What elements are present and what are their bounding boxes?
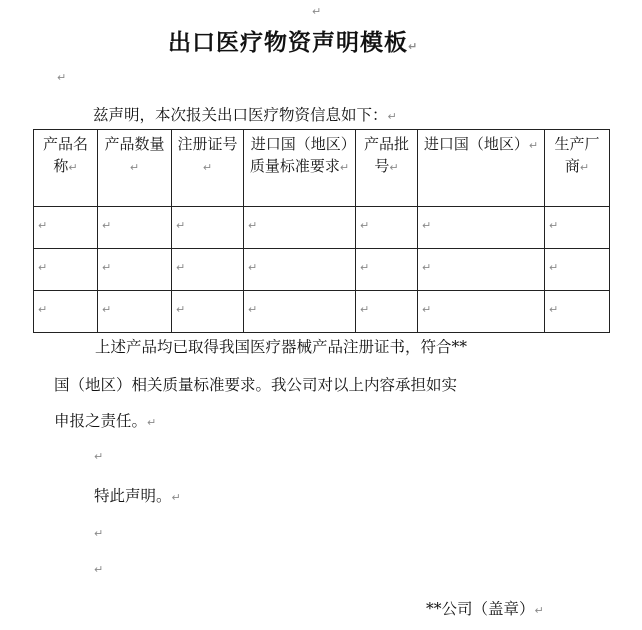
paragraph-mark: ↵ (339, 161, 350, 174)
paragraph-mark: ↵ (360, 219, 370, 232)
paragraph-mark: ↵ (38, 303, 48, 316)
declaration-table (33, 129, 610, 333)
table-row (34, 207, 610, 249)
table-cell (98, 291, 172, 333)
body-line-1: 上述产品均已取得我国医疗器械产品注册证书，符合** (95, 338, 468, 356)
paragraph-mark: ↵ (248, 219, 258, 232)
paragraph-mark: ↵ (129, 161, 140, 174)
header-cell (244, 130, 356, 207)
table-cell (98, 249, 172, 291)
paragraph-mark: ↵ (94, 527, 104, 540)
header-cell (34, 130, 98, 207)
closing-statement (94, 484, 181, 506)
paragraph-mark: ↵ (360, 303, 370, 316)
table-header-row (34, 130, 610, 207)
paragraph-mark: ↵ (102, 303, 112, 316)
table-cell (356, 249, 418, 291)
table-cell (172, 207, 244, 249)
table-cell (545, 207, 610, 249)
table-cell (244, 249, 356, 291)
table-cell (418, 291, 545, 333)
paragraph-mark: ↵ (549, 303, 559, 316)
paragraph-mark: ↵ (579, 161, 590, 174)
header-cell (545, 130, 610, 207)
document-title (168, 24, 418, 57)
header-label: 进口国（地区）质量标准要求 (249, 135, 349, 175)
paragraph-mark: ↵ (176, 219, 186, 232)
paragraph-mark: ↵ (534, 604, 544, 617)
header-label: 产品数量 (104, 135, 165, 153)
paragraph-mark: ↵ (94, 563, 104, 576)
table-row (34, 291, 610, 333)
paragraph-mark: ↵ (422, 261, 432, 274)
header-cell (418, 130, 545, 207)
table-cell (172, 249, 244, 291)
paragraph-mark: ↵ (102, 219, 112, 232)
body-line-3-text: 申报之责任。 (54, 412, 148, 430)
header-label: 注册证号 (177, 135, 238, 153)
table-cell (418, 249, 545, 291)
paragraph-mark: ↵ (360, 261, 370, 274)
table-cell (244, 291, 356, 333)
paragraph-mark: ↵ (408, 40, 419, 53)
table-cell (356, 291, 418, 333)
intro-paragraph (93, 103, 397, 125)
paragraph-mark: ↵ (528, 139, 539, 152)
paragraph-mark: ↵ (38, 261, 48, 274)
table-row (34, 249, 610, 291)
paragraph-mark: ↵ (202, 161, 213, 174)
paragraph-mark: ↵ (312, 5, 322, 18)
paragraph-mark: ↵ (171, 491, 181, 504)
closing-text: 特此声明。 (94, 487, 172, 505)
paragraph-mark: ↵ (389, 161, 399, 174)
paragraph-mark: ↵ (248, 261, 258, 274)
paragraph-mark: ↵ (248, 303, 258, 316)
header-label: 生产厂商 (554, 135, 600, 175)
paragraph-mark: ↵ (387, 110, 397, 123)
intro-text: 兹声明，本次报关出口医疗物资信息如下： (93, 106, 388, 124)
paragraph-mark: ↵ (102, 261, 112, 274)
paragraph-mark: ↵ (422, 219, 432, 232)
header-label: 产品名称 (42, 135, 88, 175)
paragraph-mark: ↵ (57, 71, 67, 84)
table-cell (244, 207, 356, 249)
table-cell (34, 291, 98, 333)
header-label: 产品批号 (363, 135, 409, 175)
table-cell (34, 249, 98, 291)
body-line-2: 国（地区）相关质量标准要求。我公司对以上内容承担如实 (54, 376, 458, 394)
paragraph-mark: ↵ (176, 261, 186, 274)
table-cell (34, 207, 98, 249)
table-cell (418, 207, 545, 249)
paragraph-mark: ↵ (38, 219, 48, 232)
table-cell (356, 207, 418, 249)
paragraph-mark: ↵ (68, 161, 78, 174)
body-line-3 (54, 409, 156, 431)
paragraph-mark: ↵ (94, 450, 104, 463)
paragraph-mark: ↵ (549, 219, 559, 232)
table-cell (98, 207, 172, 249)
title-text: 出口医疗物资声明模板 (168, 30, 408, 56)
paragraph-mark: ↵ (549, 261, 559, 274)
company-seal-line (426, 597, 544, 619)
header-label: 进口国（地区） (423, 135, 529, 153)
table-cell (545, 249, 610, 291)
paragraph-mark: ↵ (147, 416, 157, 429)
signature-text: **公司（盖章） (426, 600, 535, 618)
header-cell (172, 130, 244, 207)
paragraph-mark: ↵ (422, 303, 432, 316)
paragraph-mark: ↵ (176, 303, 186, 316)
table-cell (172, 291, 244, 333)
header-cell (356, 130, 418, 207)
header-cell (98, 130, 172, 207)
table-cell (545, 291, 610, 333)
